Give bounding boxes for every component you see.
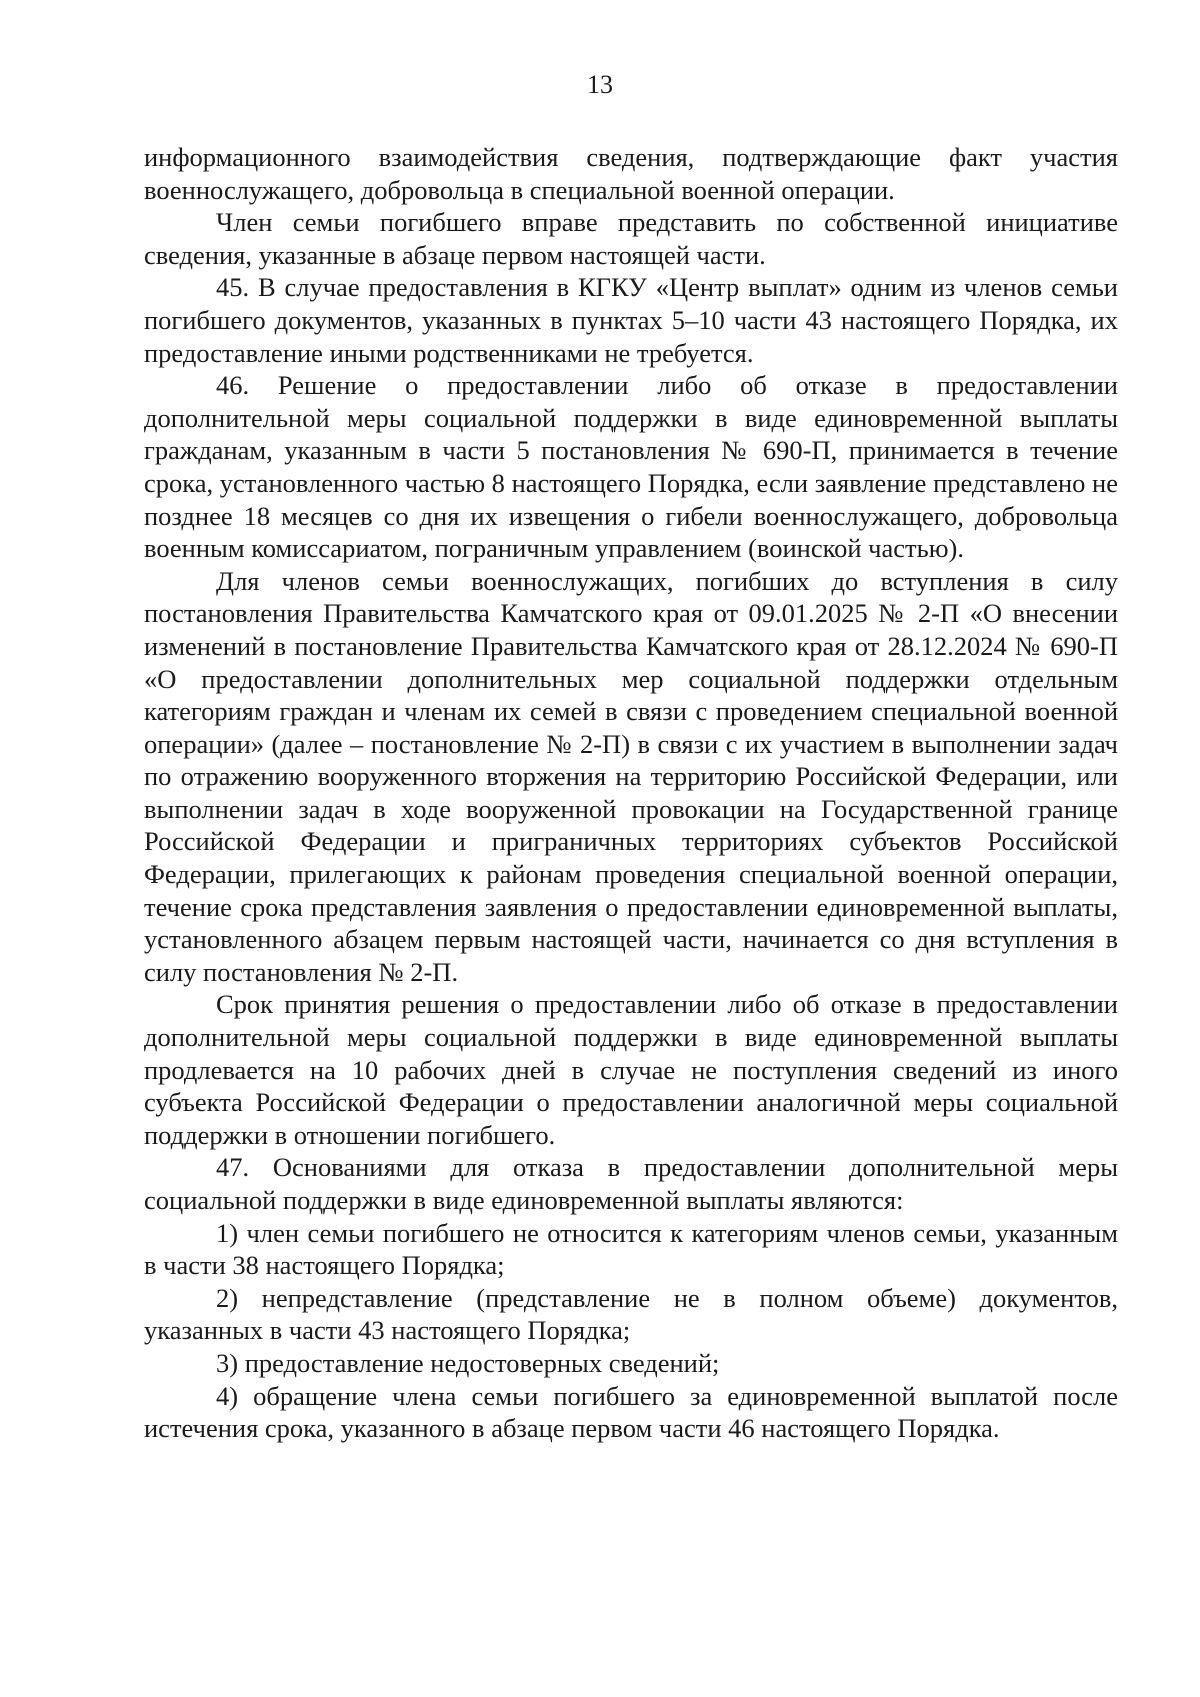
paragraph-item-46-family-members: Для членов семьи военнослужащих, погибших до вступления в силу постановления Правительства Камчатского края от 09.01.2025 № 2-П «О внесении изменений в постановление Правительства Камчатского края от 28.12.2024 № 690-П «О предоставлении дополнительных мер социальной поддержки отдельным категориям граждан и членам их семей в связи с проведением специальной военной операции» (далее – постановление № 2-П) в связи с их участием в выполнении задач по отражению вооруженного вторжения на территорию Российской Федерации, или выполнении задач в ходе вооруженной провокации на Государственной границе Российской Федерации и приграничных территориях субъектов Российской Федерации, прилегающих к районам проведения специальной военной операции, течение срока представления заявления о предоставлении единовременной выплаты, установленного абзацем первым настоящей части, начинается со дня вступления в силу постановления № 2-П. [144, 565, 1118, 987]
paragraph-item-45: 45. В случае предоставления в КГКУ «Центр выплат» одним из членов семьи погибшего документов, указанных в пунктах 5–10 части 43 настоящего Порядка, их предоставление иными родственниками не требуется. [144, 272, 1118, 368]
paragraph-item-46: 46. Решение о предоставлении либо об отказе в предоставлении дополнительной меры социальной поддержки в виде единовременной выплаты гражданам, указанным в части 5 постановления № 690-П, принимается в течение срока, установленного частью 8 настоящего Порядка, если заявление представлено не позднее 18 месяцев со дня их извещения о гибели военнослужащего, добровольца военным комиссариатом, пограничным управлением (воинской частью). [144, 370, 1118, 564]
page-number: 13 [587, 70, 613, 99]
list-item-refusal-3: 3) предоставление недостоверных сведений; [216, 1347, 720, 1378]
paragraph-family-member-right: Член семьи погибшего вправе представить по собственной инициативе сведения, указанные в абзаце первом настоящей части. [144, 207, 1118, 270]
document-body [144, 141, 1118, 1445]
paragraph-item-47: 47. Основаниями для отказа в предоставлении дополнительной меры социальной поддержки в виде единовременной выплаты являются: [144, 1152, 1118, 1215]
paragraph-continuation: информационного взаимодействия сведения, подтверждающие факт участия военнослужащего, добровольца в специальной военной операции. [144, 142, 1118, 205]
paragraph-item-46-decision-term: Срок принятия решения о предоставлении либо об отказе в предоставлении дополнительной меры социальной поддержки в виде единовременной выплаты продлевается на 10 рабочих дней в случае не поступления сведений из иного субъекта Российской Федерации о предоставлении аналогичной меры социальной поддержки в отношении погибшего. [144, 989, 1118, 1150]
list-item-refusal-2: 2) непредставление (представление не в полном объеме) документов, указанных в части 43 настоящего Порядка; [144, 1282, 1118, 1346]
list-item-refusal-4: 4) обращение члена семьи погибшего за единовременной выплатой после истечения срока, указанного в абзаце первом части 46 настоящего Порядка. [144, 1380, 1118, 1444]
list-item-refusal-1: 1) член семьи погибшего не относится к категориям членов семьи, указанным в части 38 настоящего Порядка; [144, 1217, 1118, 1281]
